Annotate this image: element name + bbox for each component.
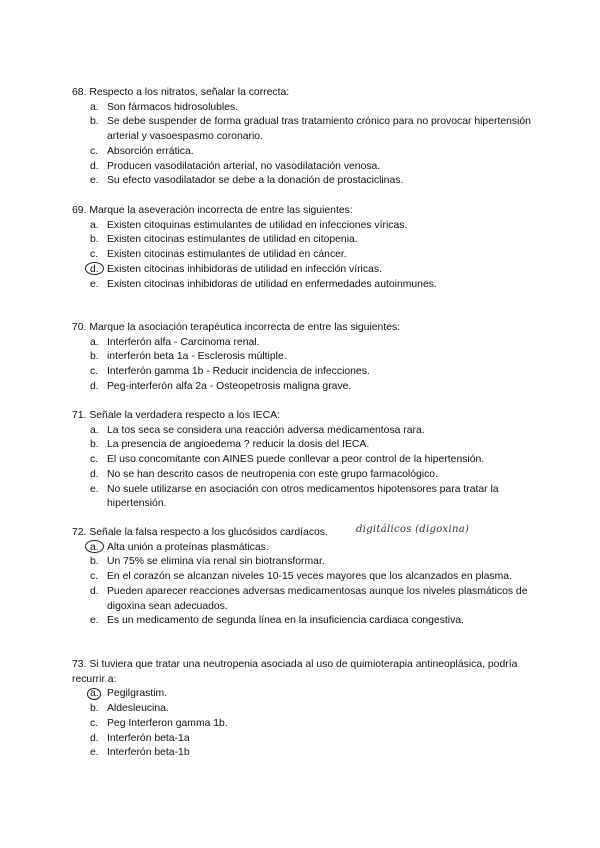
option-b bbox=[72, 233, 542, 248]
option-letter: c. bbox=[90, 454, 99, 466]
question-stem: 70. Marque la asociación terapéutica incorrecta de entre las siguientes: bbox=[72, 322, 401, 333]
option-text: Aldesleucina. bbox=[107, 703, 169, 715]
question-stem-row bbox=[72, 526, 542, 541]
option-b bbox=[72, 438, 542, 453]
option-a bbox=[72, 336, 542, 351]
question-70 bbox=[72, 321, 542, 395]
option-e bbox=[72, 746, 542, 761]
option-c bbox=[72, 248, 542, 263]
option-a bbox=[72, 219, 542, 234]
option-b bbox=[72, 702, 542, 717]
option-d bbox=[72, 160, 542, 175]
option-e bbox=[72, 174, 542, 189]
option-text: Interferón beta-1a bbox=[107, 732, 190, 744]
option-e bbox=[72, 614, 542, 629]
option-d bbox=[72, 263, 542, 278]
option-letter: e. bbox=[90, 615, 99, 627]
option-text: Existen citocinas estimulantes de utilidad en citopenia. bbox=[107, 234, 358, 246]
option-text: Pegilgrastim. bbox=[107, 688, 168, 700]
option-text: Peg-interferón alfa 2a - Osteopetrosis maligna grave. bbox=[107, 380, 352, 392]
option-text: No suele utilizarse en asociación con otros medicamentos hipotensores para tratar la hipertensión. bbox=[107, 483, 499, 510]
option-text: Interferón gamma 1b - Reducir incidencia de infecciones. bbox=[107, 366, 370, 378]
option-letter: b. bbox=[90, 703, 99, 715]
option-c bbox=[72, 453, 542, 468]
option-text: Su efecto vasodilatador se debe a la donación de prostaciclinas. bbox=[107, 175, 404, 187]
option-b bbox=[72, 555, 542, 570]
option-letter: b. bbox=[90, 439, 99, 451]
option-text: Un 75% se elimina vía renal sin biotransformar. bbox=[107, 556, 325, 568]
option-c bbox=[72, 145, 542, 160]
option-letter: d. bbox=[90, 468, 99, 480]
question-stem: 73. Si tuviera que tratar una neutropenia asociada al uso de quimioterapia antineoplásica, podría recurrir a: bbox=[72, 659, 518, 685]
option-text: Se debe suspender de forma gradual tras tratamiento crónico para no provocar hipertensión arterial y vasoespasmo coronario. bbox=[107, 116, 531, 143]
option-letter: a. bbox=[90, 541, 99, 553]
question-68 bbox=[72, 86, 542, 189]
options-list bbox=[72, 101, 542, 189]
question-stem: 69. Marque la aseveración incorrecta de entre las siguientes: bbox=[72, 205, 353, 216]
options-list bbox=[72, 424, 542, 512]
question-72 bbox=[72, 526, 542, 629]
option-b bbox=[72, 350, 542, 365]
option-letter: e. bbox=[90, 747, 99, 759]
option-letter: d. bbox=[90, 263, 99, 275]
option-letter: e. bbox=[90, 175, 99, 187]
option-text: No se han descrito casos de neutropenia con este grupo farmacológico. bbox=[107, 468, 438, 480]
question-stem: 68. Respecto a los nitratos, señalar la correcta: bbox=[72, 87, 290, 98]
question-73 bbox=[72, 658, 542, 761]
option-letter: a. bbox=[90, 219, 99, 231]
option-letter: b. bbox=[90, 351, 99, 363]
option-letter: c. bbox=[90, 717, 99, 729]
option-c bbox=[72, 365, 542, 380]
option-d bbox=[72, 732, 542, 747]
options-list bbox=[72, 336, 542, 395]
option-c bbox=[72, 717, 542, 732]
option-letter: d. bbox=[90, 732, 99, 744]
handwritten-note: digitálicos (digoxina) bbox=[356, 524, 470, 535]
option-text: interferón beta 1a - Esclerosis múltiple. bbox=[107, 351, 287, 363]
option-letter: e. bbox=[90, 483, 99, 495]
option-text: Existen citoquinas estimulantes de utilidad en infecciones víricas. bbox=[107, 219, 408, 231]
option-letter: a. bbox=[90, 424, 99, 436]
options-list bbox=[72, 219, 542, 293]
option-text: Absorción errática. bbox=[107, 145, 194, 157]
option-a bbox=[72, 541, 542, 556]
option-text: La tos seca se considera una reacción adversa medicamentosa rara. bbox=[107, 424, 425, 436]
option-letter: b. bbox=[90, 556, 99, 568]
question-stem: 72. Señale la falsa respecto a los glucósidos cardíacos. bbox=[72, 527, 328, 538]
option-text: Interferón beta-1b bbox=[107, 747, 190, 759]
option-letter: c. bbox=[90, 145, 99, 157]
option-letter: c. bbox=[90, 571, 99, 583]
option-text: Interferón alfa - Carcinoma renal. bbox=[107, 336, 260, 348]
option-a bbox=[72, 687, 542, 702]
option-text: Existen citocinas inhibidoras de utilidad en infección víricas. bbox=[107, 263, 382, 275]
option-text: En el corazón se alcanzan niveles 10-15 veces mayores que los alcanzados en plasma. bbox=[107, 571, 512, 583]
question-71 bbox=[72, 409, 542, 512]
option-letter: a. bbox=[90, 688, 99, 700]
option-d bbox=[72, 468, 542, 483]
option-text: La presencia de angioedema ? reducir la dosis del IECA. bbox=[107, 439, 370, 451]
option-b bbox=[72, 115, 542, 144]
question-stem: 71. Señale la verdadera respecto a los IECA: bbox=[72, 410, 280, 421]
option-letter: c. bbox=[90, 249, 99, 261]
option-text: Alta unión a proteínas plasmáticas. bbox=[107, 541, 269, 553]
option-text: Son fármacos hidrosolubles. bbox=[107, 101, 239, 113]
option-letter: b. bbox=[90, 234, 99, 246]
options-list bbox=[72, 687, 542, 761]
option-text: Existen citocinas estimulantes de utilidad en cáncer. bbox=[107, 249, 347, 261]
option-text: Pueden aparecer reacciones adversas medicamentosas aunque los niveles plasmáticos de digoxina sean adecuados. bbox=[107, 585, 528, 612]
option-letter: d. bbox=[90, 585, 99, 597]
question-69 bbox=[72, 204, 542, 292]
option-text: Es un medicamento de segunda línea en la insuficiencia cardiaca congestiva. bbox=[107, 615, 464, 627]
option-c bbox=[72, 570, 542, 585]
option-letter: a. bbox=[90, 101, 99, 113]
option-a bbox=[72, 101, 542, 116]
option-text: Producen vasodilatación arterial, no vasodilatación venosa. bbox=[107, 160, 381, 172]
option-letter: c. bbox=[90, 366, 99, 378]
option-letter: a. bbox=[90, 336, 99, 348]
option-text: El uso concomitante con AINES puede conllevar a peor control de la hipertensión. bbox=[107, 454, 485, 466]
option-letter: d. bbox=[90, 160, 99, 172]
option-letter: d. bbox=[90, 380, 99, 392]
option-text: Peg Interferon gamma 1b. bbox=[107, 717, 228, 729]
option-letter: b. bbox=[90, 116, 99, 128]
option-letter: e. bbox=[90, 278, 99, 290]
option-a bbox=[72, 424, 542, 439]
option-d bbox=[72, 585, 542, 614]
option-e bbox=[72, 278, 542, 293]
option-d bbox=[72, 380, 542, 395]
option-e bbox=[72, 483, 542, 512]
option-text: Existen citocinas inhibidoras de utilidad en enfermedades autoinmunes. bbox=[107, 278, 437, 290]
options-list bbox=[72, 541, 542, 629]
